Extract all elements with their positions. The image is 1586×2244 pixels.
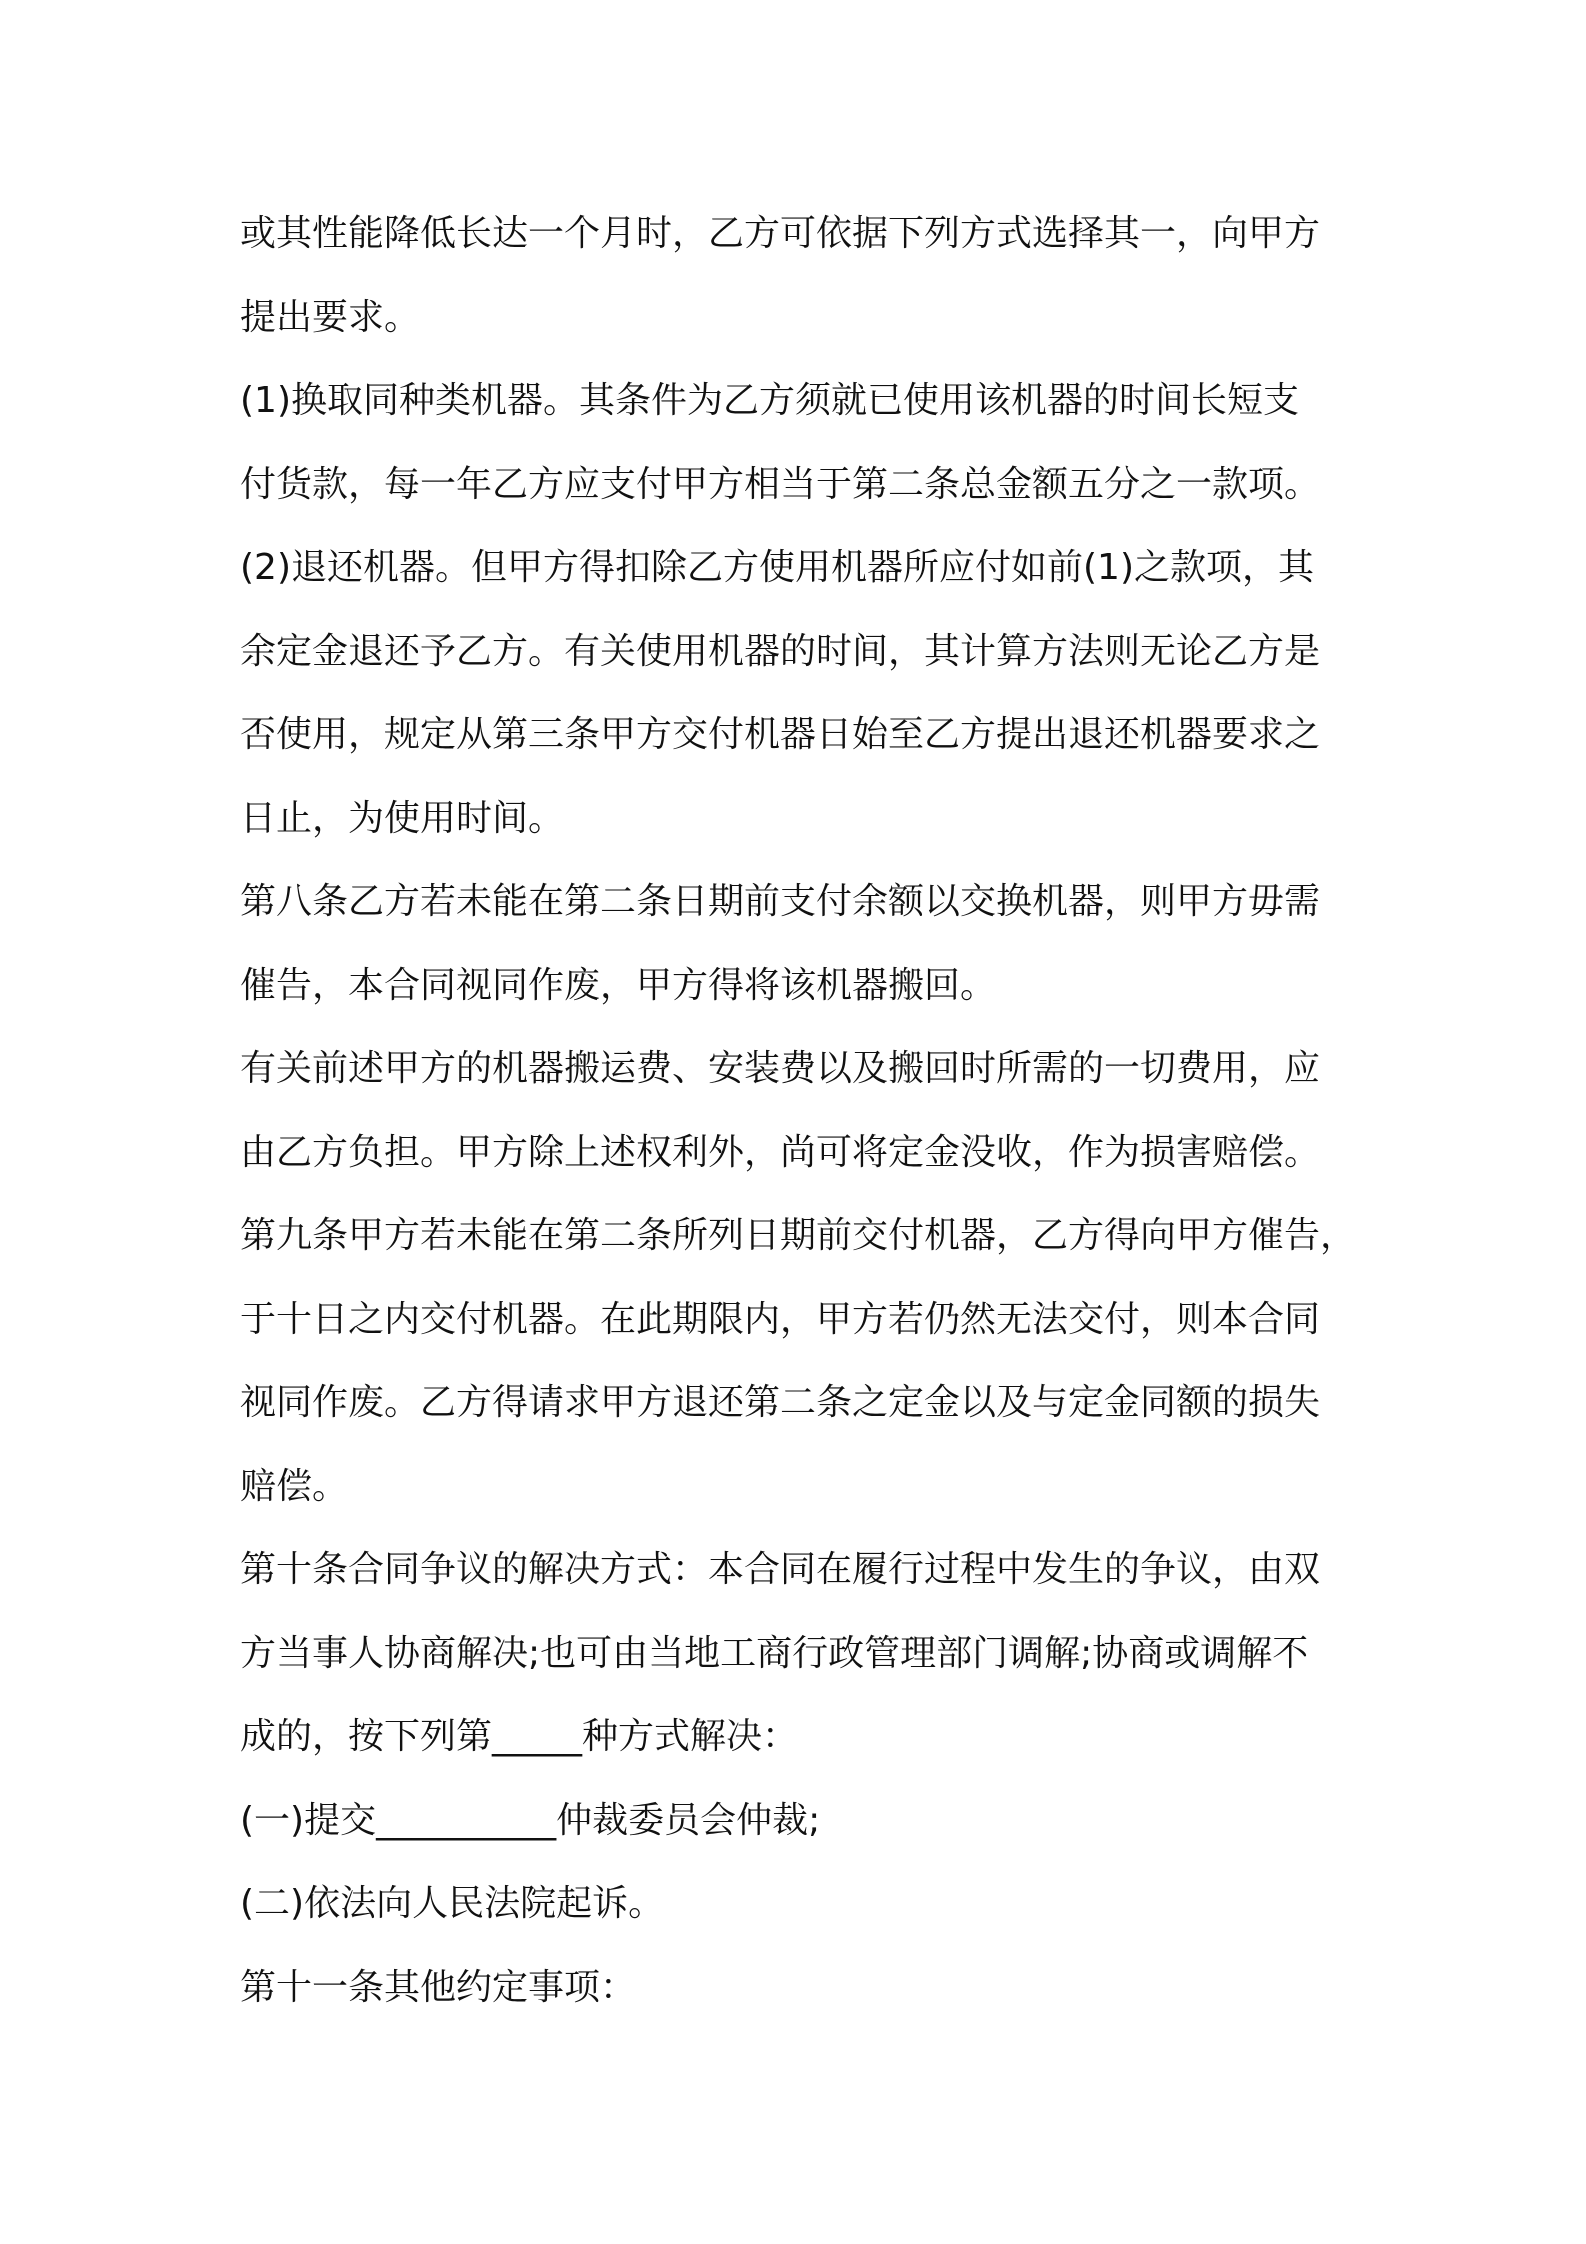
text-line: 由乙方负担。甲方除上述权利外，尚可将定金没收，作为损害赔偿。 [240, 1131, 1321, 1173]
text-line: (二)依法向人民法院起诉。 [240, 1883, 665, 1924]
text-line: (一)提交__________仲裁委员会仲裁; [240, 1799, 821, 1841]
text-line: (2)退还机器。但甲方得扣除乙方使用机器所应付如前(1)之款项，其 [240, 547, 1314, 588]
contract-text-body [240, 192, 1370, 2029]
text-line: 成的，按下列第_____种方式解决： [240, 1716, 799, 1757]
text-line: 付货款，每一年乙方应支付甲方相当于第二条总金额五分之一款项。 [240, 463, 1321, 505]
text-line: 第十一条其他约定事项： [240, 1966, 637, 2008]
text-line: 视同作废。乙方得请求甲方退还第二条之定金以及与定金同额的损失 [240, 1382, 1321, 1423]
text-line: 提出要求。 [240, 296, 421, 338]
text-line: 方当事人协商解决;也可由当地工商行政管理部门调解;协商或调解不 [240, 1632, 1309, 1674]
text-line: 第九条甲方若未能在第二条所列日期前交付机器，乙方得向甲方催告， [240, 1215, 1357, 1256]
text-line: 日止，为使用时间。 [240, 797, 565, 839]
text-line: 有关前述甲方的机器搬运费、安装费以及搬回时所需的一切费用，应 [240, 1048, 1321, 1089]
text-line: 第十条合同争议的解决方式：本合同在履行过程中发生的争议，由双 [240, 1549, 1321, 1590]
text-line: 催告，本合同视同作废，甲方得将该机器搬回。 [240, 964, 997, 1006]
text-line: 余定金退还予乙方。有关使用机器的时间，其计算方法则无论乙方是 [240, 630, 1321, 672]
text-line: 或其性能降低长达一个月时，乙方可依据下列方式选择其一，向甲方 [240, 213, 1321, 254]
text-line: 否使用，规定从第三条甲方交付机器日始至乙方提出退还机器要求之 [240, 714, 1321, 755]
text-line: 赔偿。 [240, 1465, 349, 1507]
text-line: 于十日之内交付机器。在此期限内，甲方若仍然无法交付，则本合同 [240, 1298, 1321, 1340]
text-line: (1)换取同种类机器。其条件为乙方须就已使用该机器的时间长短支 [240, 380, 1299, 421]
text-line: 第八条乙方若未能在第二条日期前支付余额以交换机器，则甲方毋需 [240, 881, 1321, 922]
